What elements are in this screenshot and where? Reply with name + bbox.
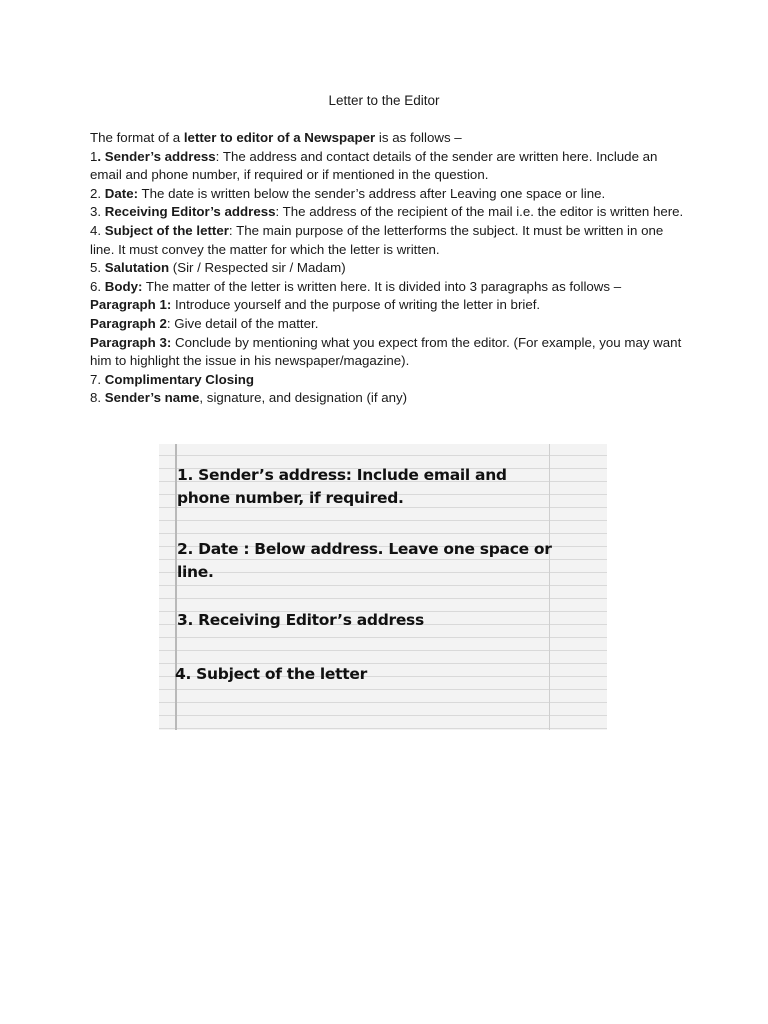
item-number: 6. <box>90 278 105 294</box>
intro-text: The format of a <box>90 130 184 145</box>
item-number: 7. <box>90 371 105 387</box>
item-number: 2. <box>90 185 105 201</box>
paragraph-text: : Give detail of the matter. <box>166 315 319 331</box>
item-complimentary-closing <box>90 371 685 390</box>
notebook-line-2: 2. Date : Below address. Leave one space or line. <box>177 540 552 581</box>
paragraph-text: Conclude by mentioning what you expect from the editor. (For example, you may want him to highlight the issue in his newspaper/magazine). <box>90 334 682 369</box>
item-number: 3. <box>90 204 105 220</box>
item-text: : The address and contact details of the sender are written here. Include an email and phone number, if required or if mentioned in the question. <box>90 148 658 183</box>
notebook-line-4: 4. Subject of the letter <box>175 665 367 683</box>
paragraph-label: Paragraph 2 <box>90 315 167 331</box>
intro-text-end: is as follows – <box>375 130 462 145</box>
intro-paragraph <box>90 129 685 148</box>
item-text: The date is written below the sender’s address after Leaving one space or line. <box>138 185 606 201</box>
item-label: Subject of the letter <box>104 222 229 238</box>
paragraph-2-note <box>90 315 685 334</box>
item-number: 4. <box>90 222 105 238</box>
item-senders-name <box>90 389 685 408</box>
item-subject <box>90 222 685 259</box>
paragraph-3-note <box>90 334 685 371</box>
item-label: Sender’s address <box>104 148 216 164</box>
notebook-line-3: 3. Receiving Editor’s address <box>177 611 424 629</box>
notebook-line-1: 1. Sender’s address: Include email and phone number, if required. <box>177 466 507 507</box>
item-number: 1 <box>90 148 98 164</box>
item-number-separator: . <box>97 148 105 164</box>
item-label: Salutation <box>104 260 170 276</box>
item-label: Date: <box>104 185 139 201</box>
item-text: : The address of the recipient of the mail i.e. the editor is written here. <box>275 204 684 220</box>
paragraph-text: Introduce yourself and the purpose of writing the letter in brief. <box>171 297 541 313</box>
item-text: (Sir / Respected sir / Madam) <box>169 260 346 276</box>
item-text: : The main purpose of the letterforms the subject. It must be written in one line. It must convey the matter for which the letter is written. <box>90 222 664 257</box>
item-salutation <box>90 259 685 278</box>
notebook-summary-image <box>159 444 607 730</box>
item-body <box>90 278 685 297</box>
item-text: The matter of the letter is written here. It is divided into 3 paragraphs as follows – <box>142 278 622 294</box>
item-label: Sender’s name <box>104 390 200 406</box>
document-body <box>90 129 685 408</box>
paragraph-label: Paragraph 1: <box>90 297 172 313</box>
item-number: 5. <box>90 260 105 276</box>
item-senders-address <box>90 148 685 185</box>
item-label: Complimentary Closing <box>104 371 255 387</box>
item-label: Body: <box>104 278 143 294</box>
item-text: , signature, and designation (if any) <box>199 390 408 406</box>
item-label: Receiving Editor’s address <box>104 204 276 220</box>
document-title: Letter to the Editor <box>328 93 440 108</box>
paragraph-1-note <box>90 296 685 315</box>
item-receiving-editors-address <box>90 203 685 222</box>
paragraph-label: Paragraph 3: <box>90 334 172 350</box>
intro-bold: letter to editor of a Newspaper <box>183 130 376 145</box>
item-date <box>90 185 685 204</box>
item-number: 8. <box>90 390 105 406</box>
